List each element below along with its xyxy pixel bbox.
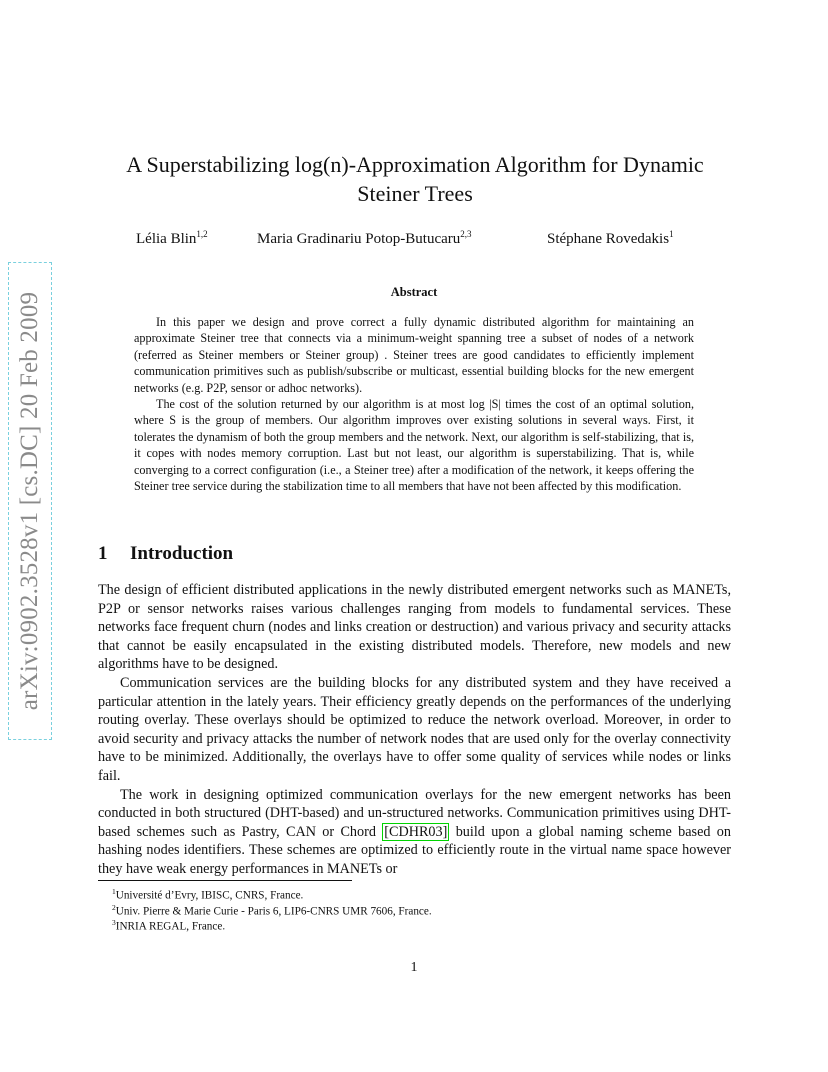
author-name: Maria Gradinariu Potop-Butucaru: [257, 231, 461, 247]
author-affiliation: 1: [669, 229, 674, 239]
abstract-paragraph: The cost of the solution returned by our algorithm is at most log |S| times the cost of an optimal solution, where S is the group of members. Our algorithm improves over existing solutions in several ways. First, it tolerates the dynamism of both the group members and the network. Next, our algorithm is self-stabilizing, that is, it copes with nodes memory corruption. Last but not least, our algorithm is superstabilizing. That is, while converging to a correct configuration (i.e., a Steiner tree) after a modification of the network, it keeps offering the Steiner tree service during the stabilization time to all members that have not been affected by this modification.: [134, 397, 694, 494]
body-paragraph: The design of efficient distributed applications in the newly distributed emergent networks such as MANETs, P2P or sensor networks raises various challenges ranging from models to fundamental services. These networks face frequent churn (nodes and links creation or destruction) and various privacy and security attacks that cannot be easily encapsulated in the existing distributed models. Therefore, new models and new algorithms have to be designed.: [98, 582, 731, 673]
author-affiliation: 1,2: [196, 229, 208, 239]
body-paragraph: [98, 786, 731, 879]
footnote-mark: 1: [112, 887, 116, 896]
body-text: build upon a global naming scheme based on hashing nodes identifiers. These schemes are optimized to efficiently route in the virtual name space however they have weak energy performances in MANETs or: [98, 823, 731, 877]
section-heading: [98, 543, 233, 565]
citation-key: CDHR03: [389, 823, 443, 840]
footnote-text: INRIA REGAL, France.: [115, 920, 226, 933]
abstract-heading: Abstract: [390, 285, 438, 299]
abstract-body: [134, 314, 694, 494]
author-name: Lélia Blin: [136, 231, 197, 247]
footnote-mark: 3: [112, 918, 116, 927]
footnote-text: Univ. Pierre & Marie Curie - Paris 6, LIP6-CNRS UMR 7606, France.: [115, 905, 432, 918]
footnote-mark: 2: [112, 903, 116, 912]
author-list: [95, 229, 735, 251]
section-number: 1: [98, 543, 108, 564]
arxiv-stamp: [8, 262, 52, 740]
arxiv-stamp-text: arXiv:0902.3528v1 [cs.DC] 20 Feb 2009: [16, 291, 43, 711]
body-paragraph: Communication services are the building blocks for any distributed system and they have received a particular attention in the lately years. Their efficiency greatly depends on the performances of the underlying routing overlay. These overlays should be optimized to reduce the network overload. Moreover, in order to avoid security and privacy attacks the number of network nodes that are used only for the overlay connectivity have to be minimized. Additionally, the overlays have to offer some quality of services while nodes or links fail.: [98, 674, 731, 784]
page-number: 1: [410, 960, 418, 975]
author-name: Stéphane Rovedakis: [547, 231, 670, 247]
footnote-text: Université d’Evry, IBISC, CNRS, France.: [115, 889, 304, 902]
author-2: [257, 229, 472, 248]
author-3: [547, 229, 674, 248]
abstract-paragraph: In this paper we design and prove correct a fully dynamic distributed algorithm for maintaining an approximate Steiner tree that connects via a minimum-weight spanning tree a subset of nodes of a network (referred as Steiner members or Steiner group) . Steiner trees are good candidates to efficiently implement communication primitives such as publish/subscribe or multicast, essential building blocks for the new emergent networks (e.g. P2P, sensor or adhoc networks).: [134, 315, 694, 395]
author-1: [136, 229, 208, 248]
author-affiliation: 2,3: [460, 229, 472, 239]
section-title: Introduction: [130, 543, 234, 564]
citation-link[interactable]: [CDHR03]: [384, 823, 448, 840]
footnote-3: [112, 915, 732, 935]
paper-title: A Superstabilizing log(n)-Approximation Algorithm for Dynamic Steiner Trees: [126, 152, 704, 206]
footnote-rule: [98, 880, 352, 881]
body-text: The work in designing optimized communication overlays for the new emergent networks has been conducted in both structured (DHT-based) and un-structured networks. Communication primitives using DHT-based schemes such as Pastry, CAN or Chord: [98, 786, 731, 840]
section-body: [98, 581, 731, 879]
